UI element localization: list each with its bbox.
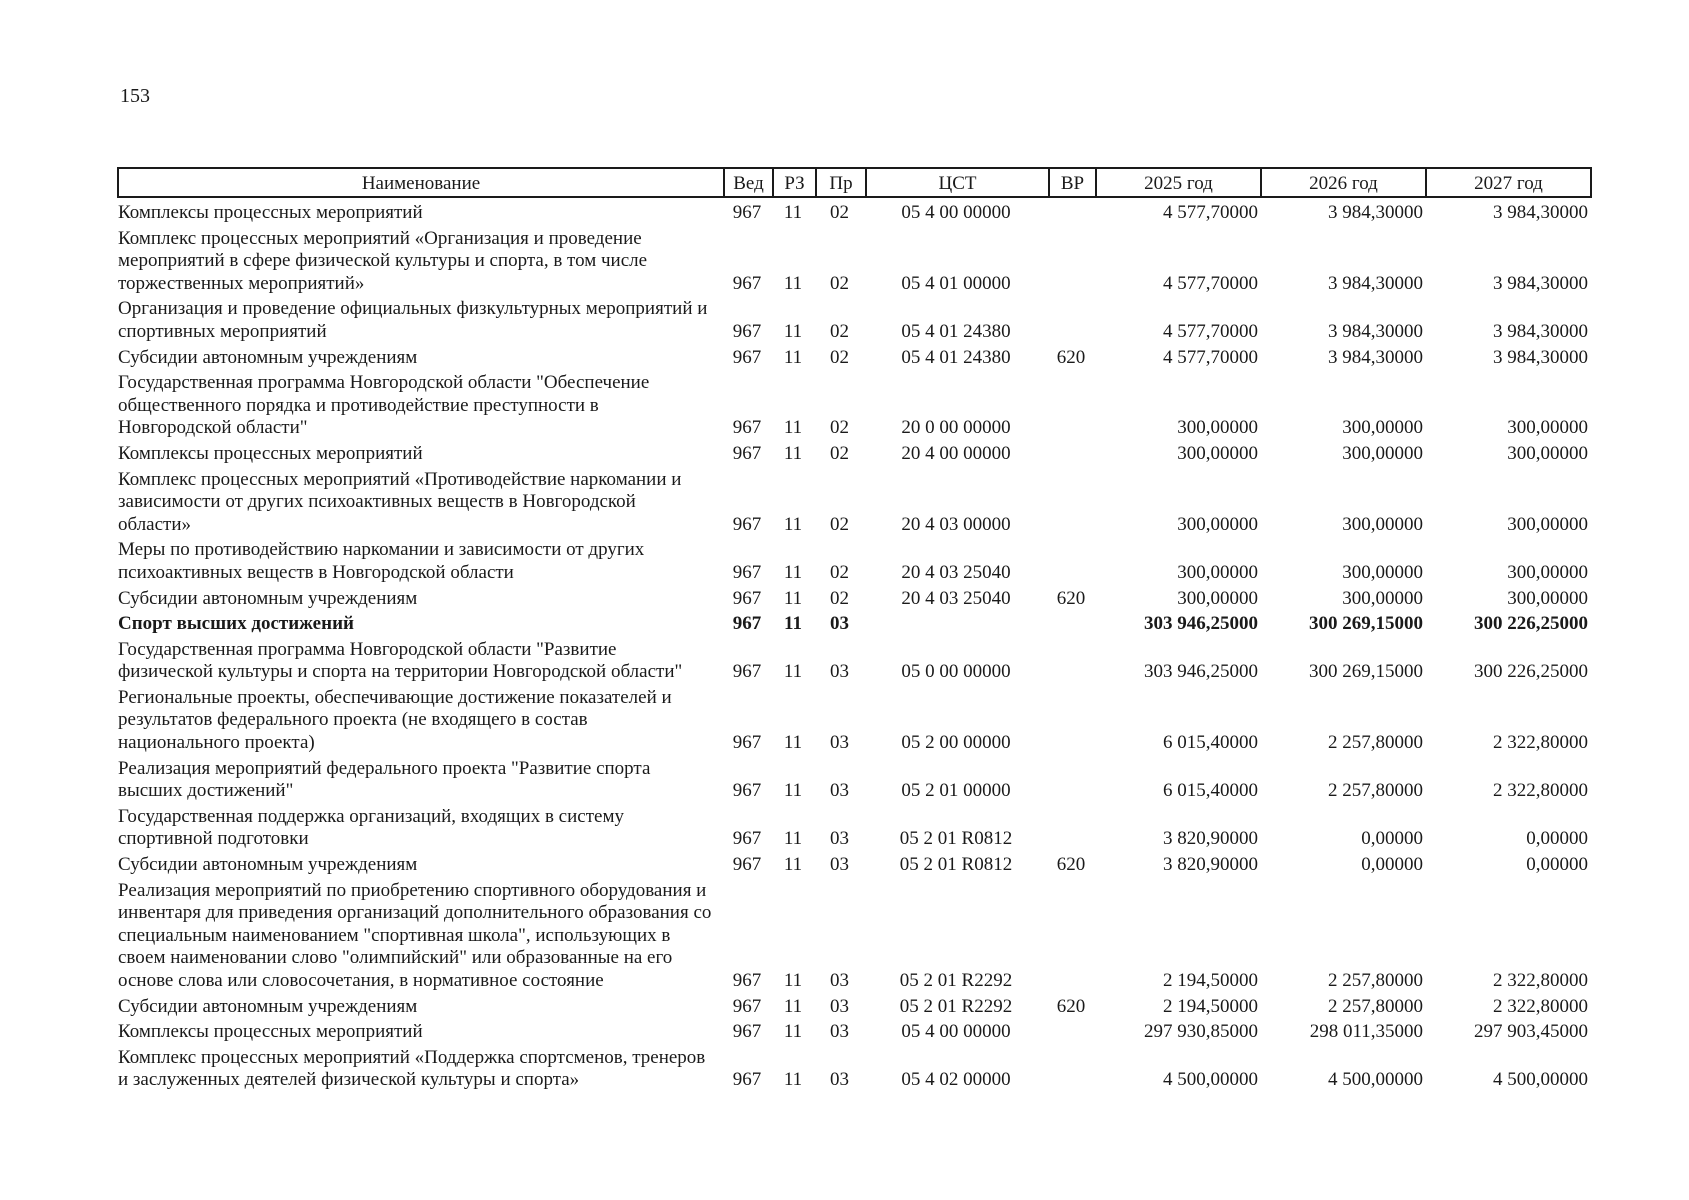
cell-rz: 11 <box>783 346 803 368</box>
cell-cst: 05 2 01 00000 <box>901 780 1011 802</box>
table-row <box>118 443 1591 469</box>
cell-2027: 297 903,45000 <box>1474 1021 1588 1043</box>
cell-name: Государственная программа Новгородской области "Развитие физической культуры и спорта на территории Новгородской области" <box>118 638 683 683</box>
cell-2025: 3 820,90000 <box>1163 828 1258 850</box>
table-row <box>118 687 1591 758</box>
cell-vr <box>1049 469 1096 540</box>
cell-rz: 11 <box>783 970 803 991</box>
cell-2026: 4 500,00000 <box>1328 1069 1423 1091</box>
cell-vr <box>1049 443 1096 469</box>
cell-ved: 967 <box>732 780 762 802</box>
cell-2025: 4 577,70000 <box>1163 320 1258 342</box>
cell-vr <box>1049 228 1096 299</box>
cell-2025: 300,00000 <box>1177 417 1258 439</box>
cell-2025: 4 577,70000 <box>1163 272 1258 294</box>
cell-name: Комплекс процессных мероприятий «Противодействие наркомании и зависимости от других психоактивных веществ в Новгородской области» <box>118 468 682 535</box>
cell-2027: 3 984,30000 <box>1493 346 1588 368</box>
cell-pr: 03 <box>830 780 849 802</box>
cell-rz: 11 <box>783 320 803 342</box>
cell-2025: 4 500,00000 <box>1163 1069 1258 1091</box>
cell-2027: 300 226,25000 <box>1474 661 1588 683</box>
cell-pr: 03 <box>830 1021 849 1043</box>
header-pr: Пр <box>816 168 866 197</box>
cell-rz: 11 <box>783 828 803 850</box>
cell-cst: 05 2 01 R2292 <box>899 970 1013 991</box>
cell-rz: 11 <box>783 561 803 583</box>
cell-pr: 03 <box>830 995 849 1017</box>
header-2027: 2027 год <box>1426 168 1591 197</box>
table-row <box>118 372 1591 443</box>
table-row <box>118 469 1591 540</box>
table-row <box>118 639 1591 687</box>
cell-vr <box>1049 758 1096 806</box>
cell-2026: 0,00000 <box>1361 854 1423 876</box>
cell-name: Субсидии автономным учреждениям <box>118 854 418 876</box>
cell-2027: 0,00000 <box>1526 854 1588 876</box>
cell-2026: 2 257,80000 <box>1328 995 1423 1017</box>
cell-rz: 11 <box>783 995 803 1017</box>
cell-rz: 11 <box>783 854 803 876</box>
cell-2025: 3 820,90000 <box>1163 854 1258 876</box>
cell-2027: 300,00000 <box>1507 442 1588 464</box>
cell-pr: 02 <box>830 561 849 583</box>
cell-pr: 02 <box>830 417 849 439</box>
header-rz: РЗ <box>773 168 816 197</box>
cell-vr <box>1049 1021 1096 1047</box>
table-body <box>118 197 1591 1095</box>
cell-ved: 967 <box>732 561 762 583</box>
cell-2025: 6 015,40000 <box>1163 780 1258 802</box>
cell-name: Государственная программа Новгородской области "Обеспечение общественного порядка и противодействие преступности в Новгородской области" <box>118 372 650 439</box>
table-row <box>118 1021 1591 1047</box>
cell-2026: 0,00000 <box>1361 828 1423 850</box>
cell-vr <box>1049 1047 1096 1095</box>
cell-2026: 300 269,15000 <box>1309 661 1423 683</box>
cell-vr: 620 <box>1056 587 1086 609</box>
cell-vr <box>1049 539 1096 587</box>
cell-2027: 3 984,30000 <box>1493 202 1588 223</box>
cell-cst: 20 4 00 00000 <box>901 442 1011 464</box>
table-row <box>118 806 1591 854</box>
cell-name: Комплекс процессных мероприятий «Поддержка спортсменов, тренеров и заслуженных деятелей физической культуры и спорта» <box>118 1046 706 1091</box>
cell-pr: 03 <box>830 970 849 991</box>
cell-vr <box>1049 880 1096 996</box>
cell-name: Субсидии автономным учреждениям <box>118 995 418 1017</box>
table-row <box>118 758 1591 806</box>
cell-2026: 300,00000 <box>1342 513 1423 535</box>
cell-2026: 3 984,30000 <box>1328 272 1423 294</box>
cell-ved: 967 <box>732 272 762 294</box>
cell-ved: 967 <box>732 1069 762 1091</box>
cell-cst: 05 4 00 00000 <box>901 1021 1011 1043</box>
cell-cst: 05 4 01 00000 <box>901 272 1011 294</box>
cell-2025: 297 930,85000 <box>1144 1021 1258 1043</box>
table-row <box>118 1047 1591 1095</box>
cell-2027: 3 984,30000 <box>1493 320 1588 342</box>
cell-cst: 20 0 00 00000 <box>901 417 1011 439</box>
cell-name: Меры по противодействию наркомании и зависимости от других психоактивных веществ в Новгородской области <box>118 539 645 583</box>
table-row <box>118 347 1591 373</box>
cell-2027: 3 984,30000 <box>1493 272 1588 294</box>
cell-ved: 967 <box>732 417 762 439</box>
cell-2026: 3 984,30000 <box>1328 346 1423 368</box>
cell-cst: 20 4 03 25040 <box>901 587 1011 609</box>
cell-rz: 11 <box>783 202 803 223</box>
cell-2027: 2 322,80000 <box>1493 732 1588 754</box>
cell-2026: 300,00000 <box>1342 561 1423 583</box>
cell-pr: 03 <box>830 1069 849 1091</box>
cell-ved: 967 <box>732 970 762 991</box>
cell-vr <box>1049 197 1096 228</box>
cell-2025: 300,00000 <box>1177 561 1258 583</box>
cell-cst: 05 2 01 R0812 <box>899 828 1013 850</box>
table-header-row <box>118 168 1591 197</box>
cell-pr: 02 <box>830 587 849 609</box>
cell-pr: 02 <box>830 202 849 223</box>
cell-2027: 300,00000 <box>1507 561 1588 583</box>
cell-rz: 11 <box>783 1069 803 1091</box>
cell-ved: 967 <box>732 732 762 754</box>
cell-2026: 300,00000 <box>1342 417 1423 439</box>
cell-2025: 6 015,40000 <box>1163 732 1258 754</box>
cell-name: Комплексы процессных мероприятий <box>118 442 423 464</box>
cell-cst: 05 4 02 00000 <box>901 1069 1011 1091</box>
cell-name: Реализация мероприятий федерального проекта "Развитие спорта высших достижений" <box>118 757 651 802</box>
table-row <box>118 880 1591 996</box>
cell-2026: 2 257,80000 <box>1328 780 1423 802</box>
cell-ved: 967 <box>732 442 762 464</box>
cell-2025: 300,00000 <box>1177 442 1258 464</box>
cell-pr: 02 <box>830 513 849 535</box>
cell-vr <box>1049 372 1096 443</box>
cell-name: Комплексы процессных мероприятий <box>118 202 423 223</box>
cell-2026: 298 011,35000 <box>1309 1021 1423 1043</box>
cell-rz: 11 <box>783 513 803 535</box>
cell-ved: 967 <box>732 346 762 368</box>
cell-2027: 300,00000 <box>1507 513 1588 535</box>
cell-pr: 02 <box>830 442 849 464</box>
cell-2025: 2 194,50000 <box>1163 970 1258 991</box>
cell-vr: 620 <box>1056 854 1086 876</box>
cell-2026: 3 984,30000 <box>1328 202 1423 223</box>
cell-vr <box>1049 298 1096 346</box>
cell-2026: 300,00000 <box>1342 442 1423 464</box>
cell-rz: 11 <box>783 442 803 464</box>
cell-pr: 03 <box>830 732 849 754</box>
cell-name: Государственная поддержка организаций, входящих в систему спортивной подготовки <box>118 805 624 850</box>
cell-2027: 2 322,80000 <box>1493 970 1588 991</box>
cell-rz: 11 <box>783 417 803 439</box>
cell-vr: 620 <box>1056 995 1086 1017</box>
cell-vr: 620 <box>1056 346 1086 368</box>
cell-pr: 02 <box>830 346 849 368</box>
header-ved: Вед <box>724 168 773 197</box>
cell-2025: 303 946,25000 <box>1144 661 1258 683</box>
cell-rz: 11 <box>783 272 803 294</box>
table-row <box>118 539 1591 587</box>
table-row <box>118 298 1591 346</box>
cell-2027: 300,00000 <box>1507 417 1588 439</box>
cell-rz: 11 <box>783 780 803 802</box>
cell-2025: 300,00000 <box>1177 513 1258 535</box>
cell-pr: 02 <box>830 272 849 294</box>
cell-2025: 303 946,25000 <box>1144 613 1258 635</box>
cell-pr: 03 <box>830 828 849 850</box>
cell-vr <box>1049 639 1096 687</box>
cell-vr <box>1049 806 1096 854</box>
header-cst: ЦСТ <box>866 168 1049 197</box>
cell-name: Субсидии автономным учреждениям <box>118 587 418 609</box>
cell-name: Организация и проведение официальных физкультурных мероприятий и спортивных мероприятий <box>118 298 708 342</box>
cell-2025: 2 194,50000 <box>1163 995 1258 1017</box>
cell-2026: 3 984,30000 <box>1328 320 1423 342</box>
table-row <box>118 228 1591 299</box>
cell-name: Региональные проекты, обеспечивающие достижение показателей и результатов федерального проекта (не входящего в состав национального проекта) <box>118 686 672 754</box>
cell-pr: 03 <box>830 613 849 635</box>
cell-cst: 05 4 01 24380 <box>901 346 1011 368</box>
cell-cst: 05 4 00 00000 <box>901 202 1011 223</box>
table-row <box>118 854 1591 880</box>
cell-ved: 967 <box>732 202 762 223</box>
cell-cst: 20 4 03 00000 <box>901 513 1011 535</box>
cell-rz: 11 <box>783 732 803 754</box>
cell-cst <box>866 613 1049 639</box>
table-row <box>118 996 1591 1022</box>
cell-name: Субсидии автономным учреждениям <box>118 346 418 368</box>
cell-rz: 11 <box>784 613 802 635</box>
table-row <box>118 197 1591 228</box>
cell-2027: 300,00000 <box>1507 587 1588 609</box>
cell-2026: 2 257,80000 <box>1328 970 1423 991</box>
cell-2027: 300 226,25000 <box>1474 613 1588 635</box>
cell-pr: 03 <box>830 661 849 683</box>
cell-2025: 300,00000 <box>1177 587 1258 609</box>
cell-ved: 967 <box>732 854 762 876</box>
cell-2026: 300 269,15000 <box>1309 613 1423 635</box>
cell-rz: 11 <box>783 587 803 609</box>
cell-cst: 05 2 00 00000 <box>901 732 1011 754</box>
cell-cst: 05 2 01 R2292 <box>899 995 1013 1017</box>
cell-rz: 11 <box>783 661 803 683</box>
page-number: 153 <box>120 85 150 107</box>
cell-name: Комплекс процессных мероприятий «Организация и проведение мероприятий в сфере физической культуры и спорта, в том числе торжественных мероприятий» <box>118 227 648 294</box>
cell-ved: 967 <box>732 1021 762 1043</box>
cell-vr <box>1049 687 1096 758</box>
cell-ved: 967 <box>732 995 762 1017</box>
table-row <box>118 613 1591 639</box>
budget-table <box>117 167 1592 1095</box>
cell-name: Спорт высших достижений <box>118 613 354 635</box>
cell-2026: 300,00000 <box>1342 587 1423 609</box>
cell-pr: 02 <box>830 320 849 342</box>
cell-vr <box>1049 613 1096 639</box>
table-row <box>118 588 1591 614</box>
cell-ved: 967 <box>732 320 762 342</box>
cell-ved: 967 <box>732 661 762 683</box>
cell-2026: 2 257,80000 <box>1328 732 1423 754</box>
cell-2027: 2 322,80000 <box>1493 780 1588 802</box>
cell-ved: 967 <box>732 513 762 535</box>
header-name: Наименование <box>118 168 724 197</box>
cell-ved: 967 <box>732 587 762 609</box>
cell-2025: 4 577,70000 <box>1163 202 1258 223</box>
header-vr: ВР <box>1049 168 1096 197</box>
cell-cst: 05 0 00 00000 <box>901 661 1011 683</box>
cell-cst: 20 4 03 25040 <box>901 561 1011 583</box>
cell-rz: 11 <box>783 1021 803 1043</box>
cell-ved: 967 <box>732 613 762 635</box>
cell-pr: 03 <box>830 854 849 876</box>
cell-name: Комплексы процессных мероприятий <box>118 1021 423 1043</box>
cell-ved: 967 <box>732 828 762 850</box>
header-2025: 2025 год <box>1096 168 1261 197</box>
cell-2027: 0,00000 <box>1526 828 1588 850</box>
cell-2027: 4 500,00000 <box>1493 1069 1588 1091</box>
cell-cst: 05 4 01 24380 <box>901 320 1011 342</box>
cell-cst: 05 2 01 R0812 <box>899 854 1013 876</box>
header-2026: 2026 год <box>1261 168 1426 197</box>
cell-2027: 2 322,80000 <box>1493 995 1588 1017</box>
cell-2025: 4 577,70000 <box>1163 346 1258 368</box>
cell-name: Реализация мероприятий по приобретению спортивного оборудования и инвентаря для приведения организаций дополнительного образования со специальным наименованием "спортивная школа", использующих в своем наименовании слово "олимпийский" или образованные на его основе слова или словосочетания, в нормативное состояние <box>118 879 712 991</box>
